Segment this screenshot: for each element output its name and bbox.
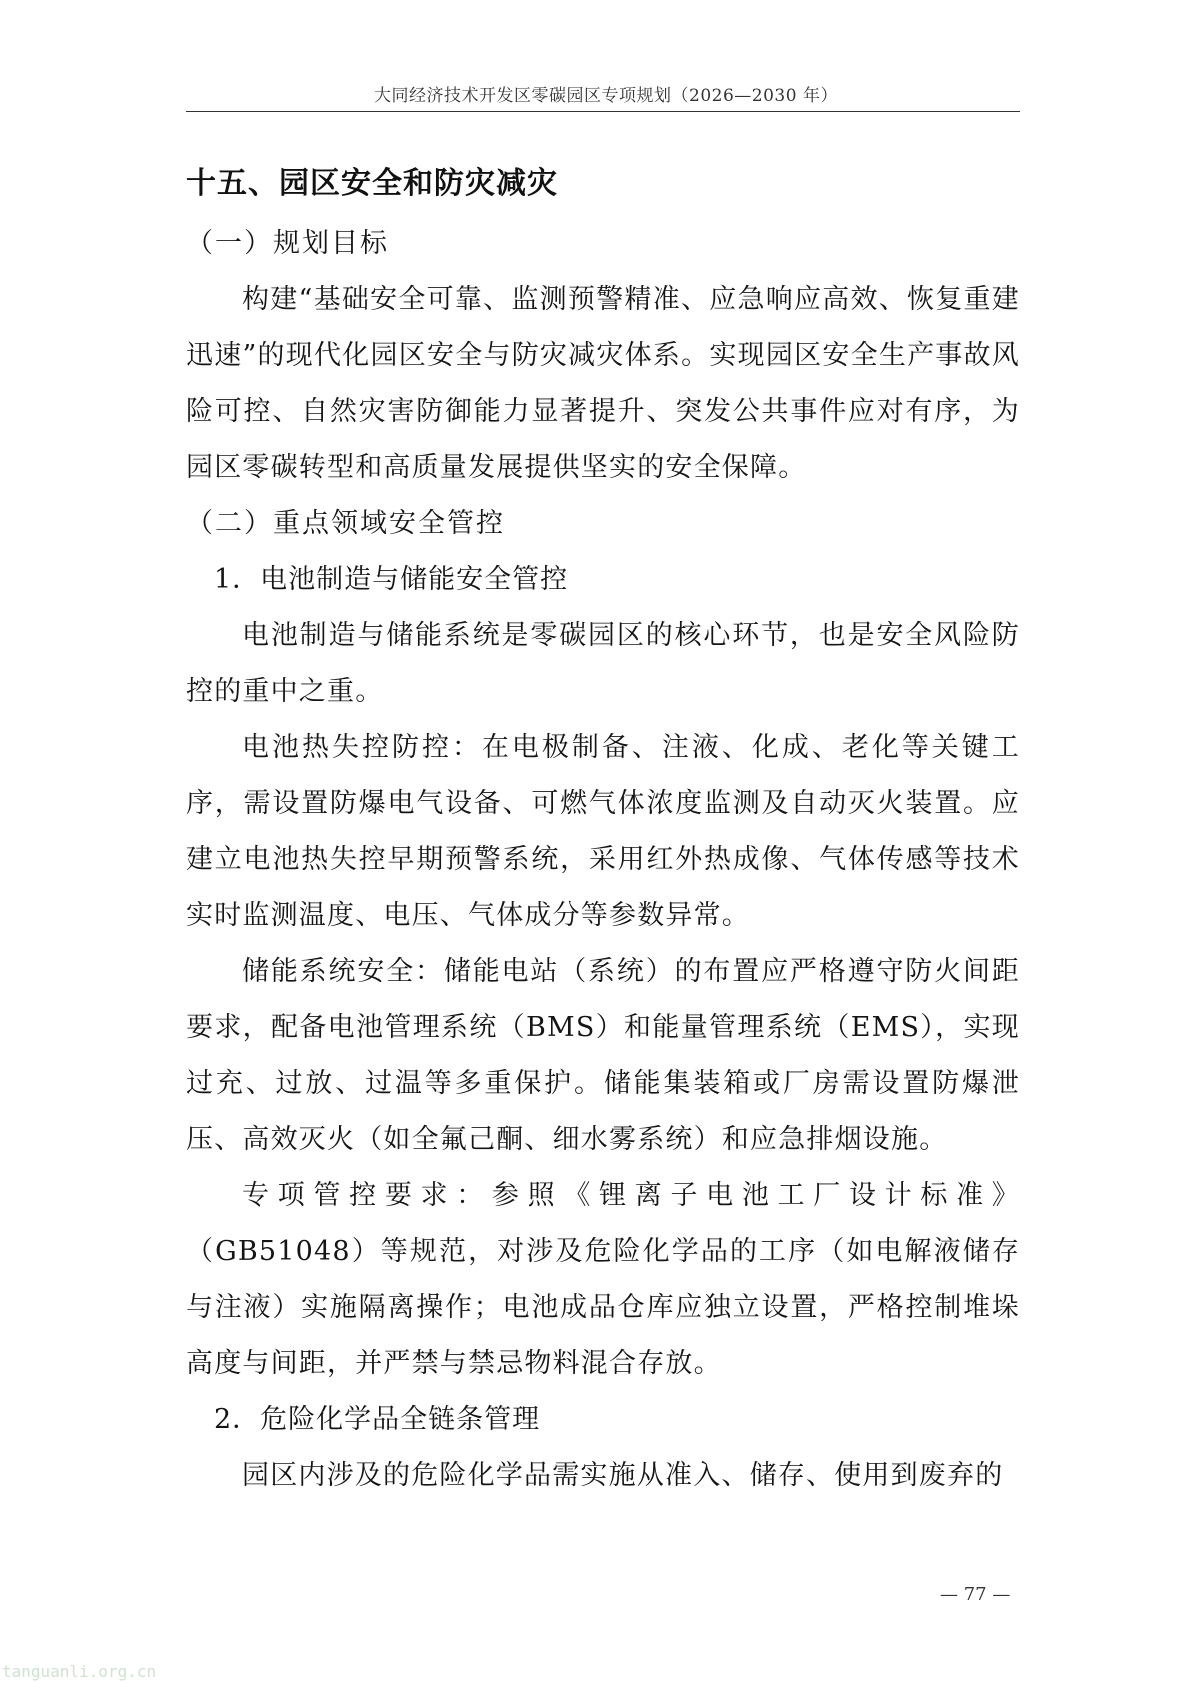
header-rule — [186, 111, 1020, 112]
item-heading-battery-storage: 1．电池制造与储能安全管控 — [214, 564, 569, 595]
running-header: 大同经济技术开发区零碳园区专项规划（2026—2030 年） — [374, 86, 838, 106]
paragraph-thermal-runaway: 电池热失控防控：在电极制备、注液、化成、老化等关键工序，需设置防爆电气设备、可燃气体浓度监测及自动灭火装置。应建立电池热失控早期预警系统，采用红外热成像、气体传感等技术实时监测温度、电压、气体成分等参数异常。 — [186, 732, 1020, 931]
paragraph-hazmat: 园区内涉及的危险化学品需实施从准入、储存、使用到废弃的 — [242, 1460, 1004, 1491]
section-heading: 十五、园区安全和防灾减灾 — [186, 166, 558, 201]
subsection-heading-goals: （一）规划目标 — [186, 228, 389, 259]
paragraph-battery-intro: 电池制造与储能系统是零碳园区的核心环节，也是安全风险防控的重中之重。 — [186, 620, 1020, 707]
section-body — [186, 216, 1020, 1504]
item-heading-hazmat: 2．危险化学品全链条管理 — [214, 1404, 541, 1435]
paragraph-special-control: 专项管控要求：参照《锂离子电池工厂设计标准》（GB51048）等规范，对涉及危险化学品的工序（如电解液储存与注液）实施隔离操作；电池成品仓库应独立设置，严格控制堆垛高度与间距，并严禁与禁忌物料混合存放。 — [186, 1180, 1020, 1379]
paragraph-storage-safety: 储能系统安全：储能电站（系统）的布置应严格遵守防火间距要求，配备电池管理系统（BMS）和能量管理系统（EMS），实现过充、过放、过温等多重保护。储能集装箱或厂房需设置防爆泄压、高效灭火（如全氟己酮、细水雾系统）和应急排烟设施。 — [186, 956, 1020, 1155]
watermark-text: tanguanli.org.cn — [2, 1662, 157, 1681]
page-content — [186, 148, 1020, 1504]
subsection-heading-key-areas: （二）重点领域安全管控 — [186, 508, 505, 539]
paragraph-goals: 构建“基础安全可靠、监测预警精准、应急响应高效、恢复重建迅速”的现代化园区安全与防灾减灾体系。实现园区安全生产事故风险可控、自然灾害防御能力显著提升、突发公共事件应对有序，为园区零碳转型和高质量发展提供坚实的安全保障。 — [186, 284, 1020, 483]
page-number: — 77 — — [940, 1584, 1011, 1605]
